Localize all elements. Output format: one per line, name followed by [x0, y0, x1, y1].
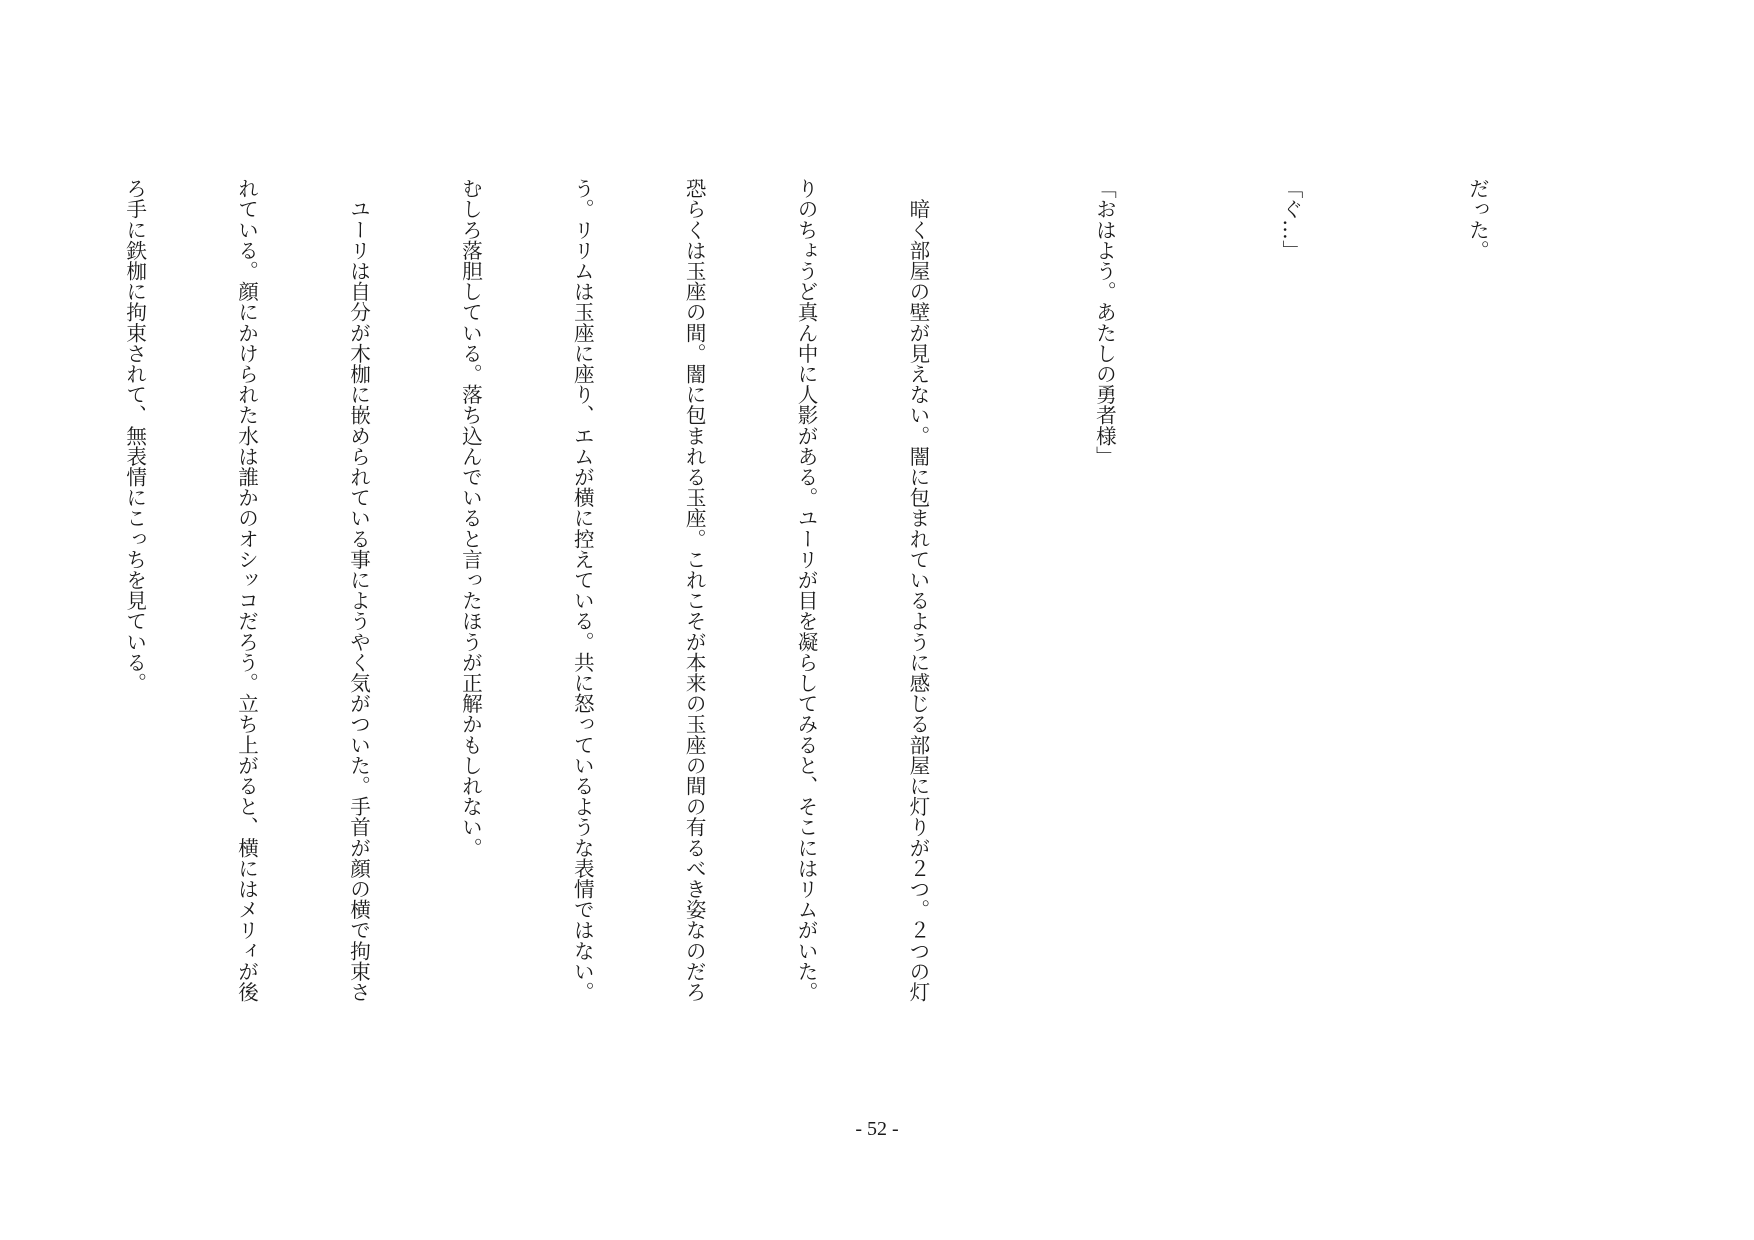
text-line: りのちょうど真ん中に人影がある。ユーリが目を凝らしてみると、そこにはリムがいた。: [794, 178, 819, 1002]
text-line: れている。顔にかけられた水は誰かのオシッコだろう。立ち上がると、横にはメリィが後: [234, 178, 259, 1002]
page-number: - 52 -: [855, 1118, 899, 1140]
text-line: むしろ落胆している。落ち込んでいると言ったほうが正解かもしれない。: [458, 178, 483, 858]
text-line: 「おはよう。あたしの勇者様」: [1092, 178, 1117, 467]
text-line: ユーリは自分が木枷に嵌められている事にようやく気がついた。手首が顔の横で拘束さ: [346, 178, 371, 1002]
text-line: 「ぐ…」: [1278, 178, 1303, 261]
text-line: う。リリムは玉座に座り、エムが横に控えている。共に怒っているような表情ではない。: [570, 178, 595, 1002]
vertical-text-block: [0, 178, 1570, 1068]
text-line: ろ手に鉄枷に拘束されて、無表情にこっちを見ている。: [122, 178, 147, 693]
text-line: 暗く部屋の壁が見えない。闇に包まれているように感じる部屋に灯りが２つ。２つの灯: [905, 178, 930, 1002]
text-line: 恐らくは玉座の間。闇に包まれる玉座。これこそが本来の玉座の間の有るべき姿なのだろ: [682, 178, 707, 1002]
text-line: だった。: [1465, 178, 1490, 261]
